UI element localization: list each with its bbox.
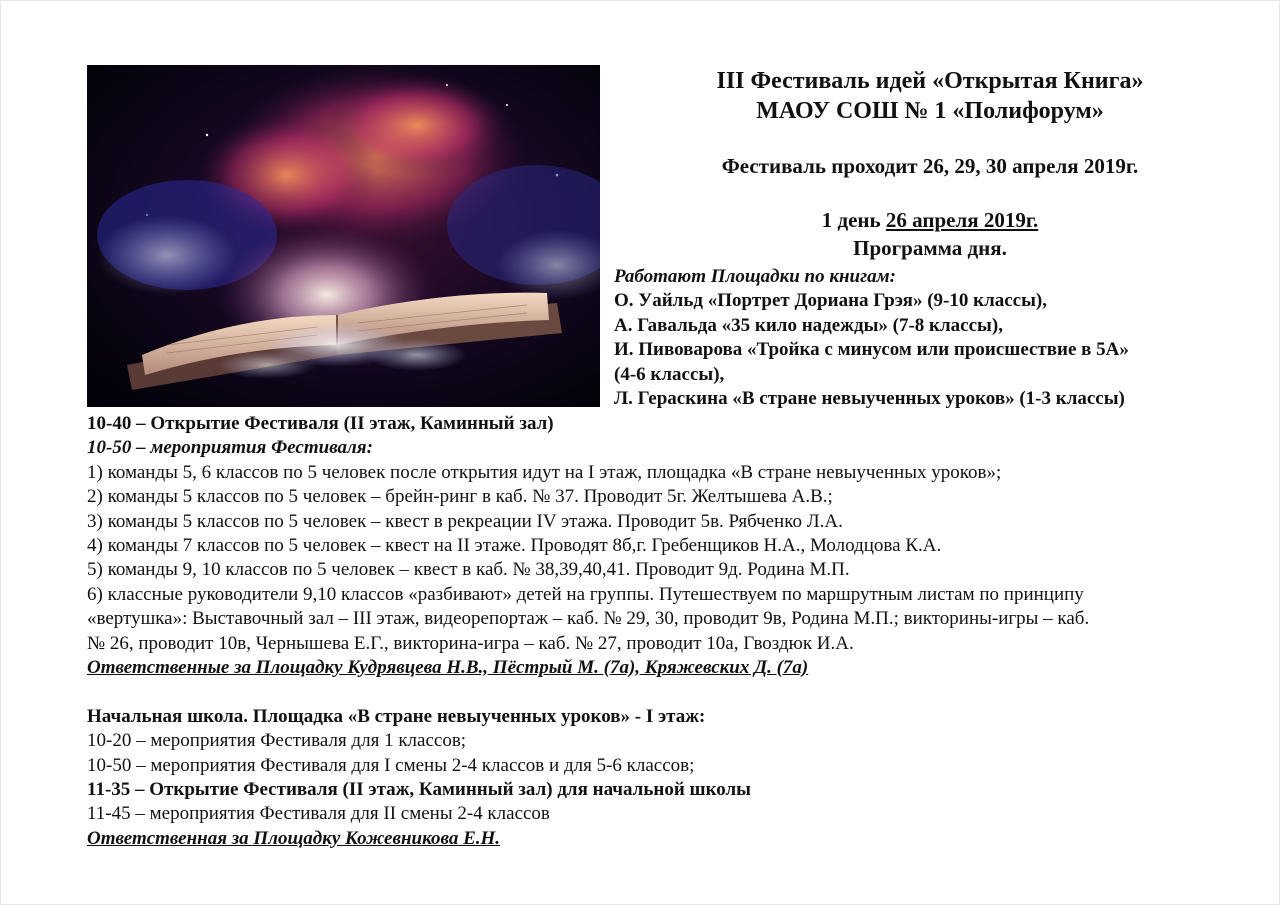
primary-responsible: Ответственная за Площадку Кожевникова Е.Н. — [87, 827, 501, 849]
day-date: 26 апреля 2019г. — [885, 208, 1039, 232]
venue-item: Л. Гераскина «В стране невыученных уроков» (1-3 классы) — [614, 388, 1125, 410]
venue-item: (4-6 классы), — [614, 363, 725, 385]
program-label: Программа дня. — [853, 236, 1007, 260]
festival-title: III Фестиваль идей «Открытая Книга» — [716, 68, 1144, 94]
venue-item: О. Уайльд «Портрет Дориана Грэя» (9-10 классы), — [614, 290, 1048, 312]
schedule-item: 3) команды 5 классов по 5 человек – квест в рекреации IV этажа. Проводит 5в. Рябченко Л.А. — [87, 510, 843, 532]
festival-dates: Фестиваль проходит 26, 29, 30 апреля 2019г. — [721, 154, 1139, 178]
venue-item: И. Пивоварова «Тройка с минусом или происшествие в 5А» — [614, 339, 1129, 361]
venues-list — [614, 265, 1254, 411]
primary-item: 11-45 – мероприятия Фестиваля для II смены 2-4 классов — [87, 803, 550, 825]
schedule-item: «вертушка»: Выставочный зал – III этаж, видеорепортаж – каб. № 29, 30, проводит 9в, Родина М.П.; викторины-игры – каб. — [87, 608, 1090, 630]
schedule-body — [87, 412, 1257, 851]
venues-intro: Работают Площадки по книгам: — [614, 266, 896, 287]
primary-opening: 11-35 – Открытие Фестиваля (II этаж, Каминный зал) для начальной школы — [87, 779, 752, 801]
primary-item: 10-20 – мероприятия Фестиваля для 1 классов; — [87, 730, 467, 752]
schedule-item: 5) команды 9, 10 классов по 5 человек – квест в каб. № 38,39,40,41. Проводит 9д. Родина М.П. — [87, 559, 850, 581]
school-name: МАОУ СОШ № 1 «Полифорум» — [756, 98, 1104, 124]
opening-time: 10-40 – Открытие Фестиваля (II этаж, Каминный зал) — [87, 413, 554, 434]
events-heading: 10-50 – мероприятия Фестиваля: — [87, 437, 373, 459]
schedule-item: 1) команды 5, 6 классов по 5 человек после открытия идут на I этаж, площадка «В стране невыученных уроков»; — [87, 461, 1002, 483]
primary-item: 10-50 – мероприятия Фестиваля для I смены 2-4 классов и для 5-6 классов; — [87, 754, 695, 776]
open-book-illustration — [87, 65, 600, 407]
responsible-persons: Ответственные за Площадку Кудрявцева Н.В., Пёстрый М. (7а), Кряжевских Д. (7а) — [87, 657, 809, 679]
venue-item: А. Гавальда «35 кило надежды» (7-8 классы), — [614, 314, 1003, 336]
schedule-item: 4) команды 7 классов по 5 человек – квест на II этаже. Проводят 8б,г. Гребенщиков Н.А., Молодцова К.А. — [87, 535, 942, 557]
day-heading: 1 день 26 апреля 2019г. — [821, 208, 1039, 232]
schedule-item: № 26, проводит 10в, Чернышева Е.Г., викторина-игра – каб. № 27, проводит 10а, Гвоздюк И.А. — [87, 632, 854, 654]
schedule-item: 6) классные руководители 9,10 классов «разбивают» детей на группы. Путешествуем по маршрутным листам по принципу — [87, 583, 1084, 605]
primary-school-heading: Начальная школа. Площадка «В стране невыученных уроков» - I этаж: — [87, 705, 706, 727]
page-header — [610, 66, 1250, 262]
schedule-item: 2) команды 5 классов по 5 человек – брейн-ринг в каб. № 37. Проводит 5г. Желтышева А.В.; — [87, 486, 833, 508]
